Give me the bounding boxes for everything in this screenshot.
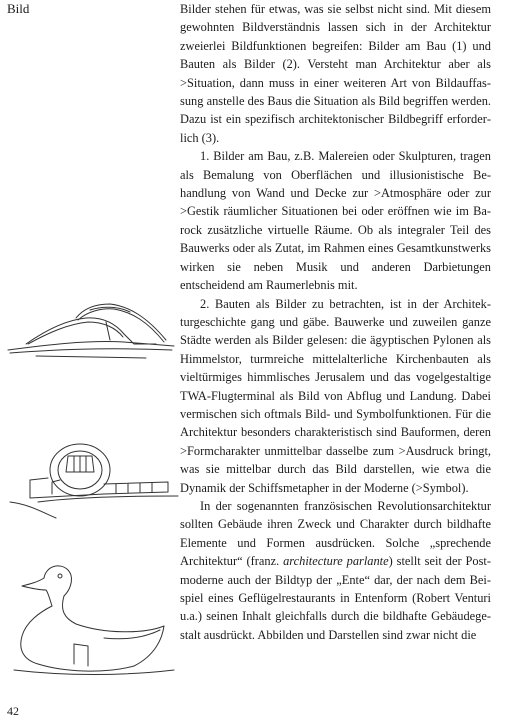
text-run: 2. Bauten als Bilder zu betrachten, ist in der Architekturgeschichte gang und gäbe. Bauwerke und zuweilen ganze Städte werden als Bilder gelesen: die ägyptischen Pylonen als Himmelstor, turmreiche mittelalterliche Kirchenbauten als vieltürmiges himmlisches Jerusalem und das vogelgestaltige TWA-Flugterminal als Bild von Abflug und Landung. Dabei vermischen sich oftmals Bild- und Symbolfunktionen. Für die Architektur besonders charakteristisch sind Bauformen, deren >Formcharakter unmittelbar dasselbe zum >Ausdruck bringt, was sie mittelbar durch das Bild darstellen, wie etwa die Dynamik der Schiffsmetapher in der Moderne (>Symbol).	[180, 296, 491, 495]
paragraph-speaking-architecture	[180, 497, 491, 644]
text-run: Bilder stehen für etwas, was sie selbst nicht sind. Mit diesem gewohnten Bildverständnis lassen sich in der Architektur zweierlei Bildfunktionen begreifen: Bilder am Bau (1) und Bauten als Bilder (2). Versteht man Architektur aber als >Situation, dann muss in einer weiteren Art von Bildauffassung anstelle des Baus die Situation als Bild begriffen werden. Dazu ist ein spezifisch architektonischer Bildbegriff erforderlich (3).	[180, 2, 491, 145]
paragraph-intro	[180, 0, 491, 147]
ledoux-building-sketch-icon	[8, 432, 180, 520]
body-text	[180, 0, 491, 644]
page-number: 42	[7, 704, 19, 718]
page-heading: Bild	[7, 1, 30, 16]
italic-text: architecture parlante	[283, 554, 389, 569]
duck-building-sketch-icon	[4, 560, 176, 678]
twa-terminal-sketch-icon	[6, 300, 178, 362]
paragraph-buildings-as-images	[180, 295, 491, 497]
paragraph-images-on-buildings	[180, 147, 491, 294]
text-run: 1. Bilder am Bau, z.B. Malereien oder Skulpturen, tragen als Bemalung von Oberflächen und illusionistische Behandlung von Wand und Decke zur >Atmosphäre oder zur >Gestik räumlicher Situationen bei oder eröffnen wie im Barock zusätzliche virtuelle Räume. Ob als integraler Teil des Bauwerks oder als Zutat, im Rahmen eines Gesamtkunstwerks wirken sie neben Musik und anderen Darbietungen entscheidend am Raumerlebnis mit.	[180, 149, 491, 293]
text-run: In der sogenannten französischen Revolutionsarchitektur sollten Gebäude ihren Zweck und Charakter durch bildhafte Elemente und Formen ausdrücken. Solche „sprechende Architektur“ (franz.	[180, 498, 491, 569]
text-run: ) stellt seit der Postmoderne auch der Bildtyp der „Ente“ dar, der nach dem Beispiel eines Geflügelrestaurants in Entenform (Robert Venturi u.a.) seinen Inhalt gleichfalls durch die bildhafte Gebäudegestalt ausdrückt. Abbilden und Darstellen sind zwar nicht die	[180, 554, 491, 642]
